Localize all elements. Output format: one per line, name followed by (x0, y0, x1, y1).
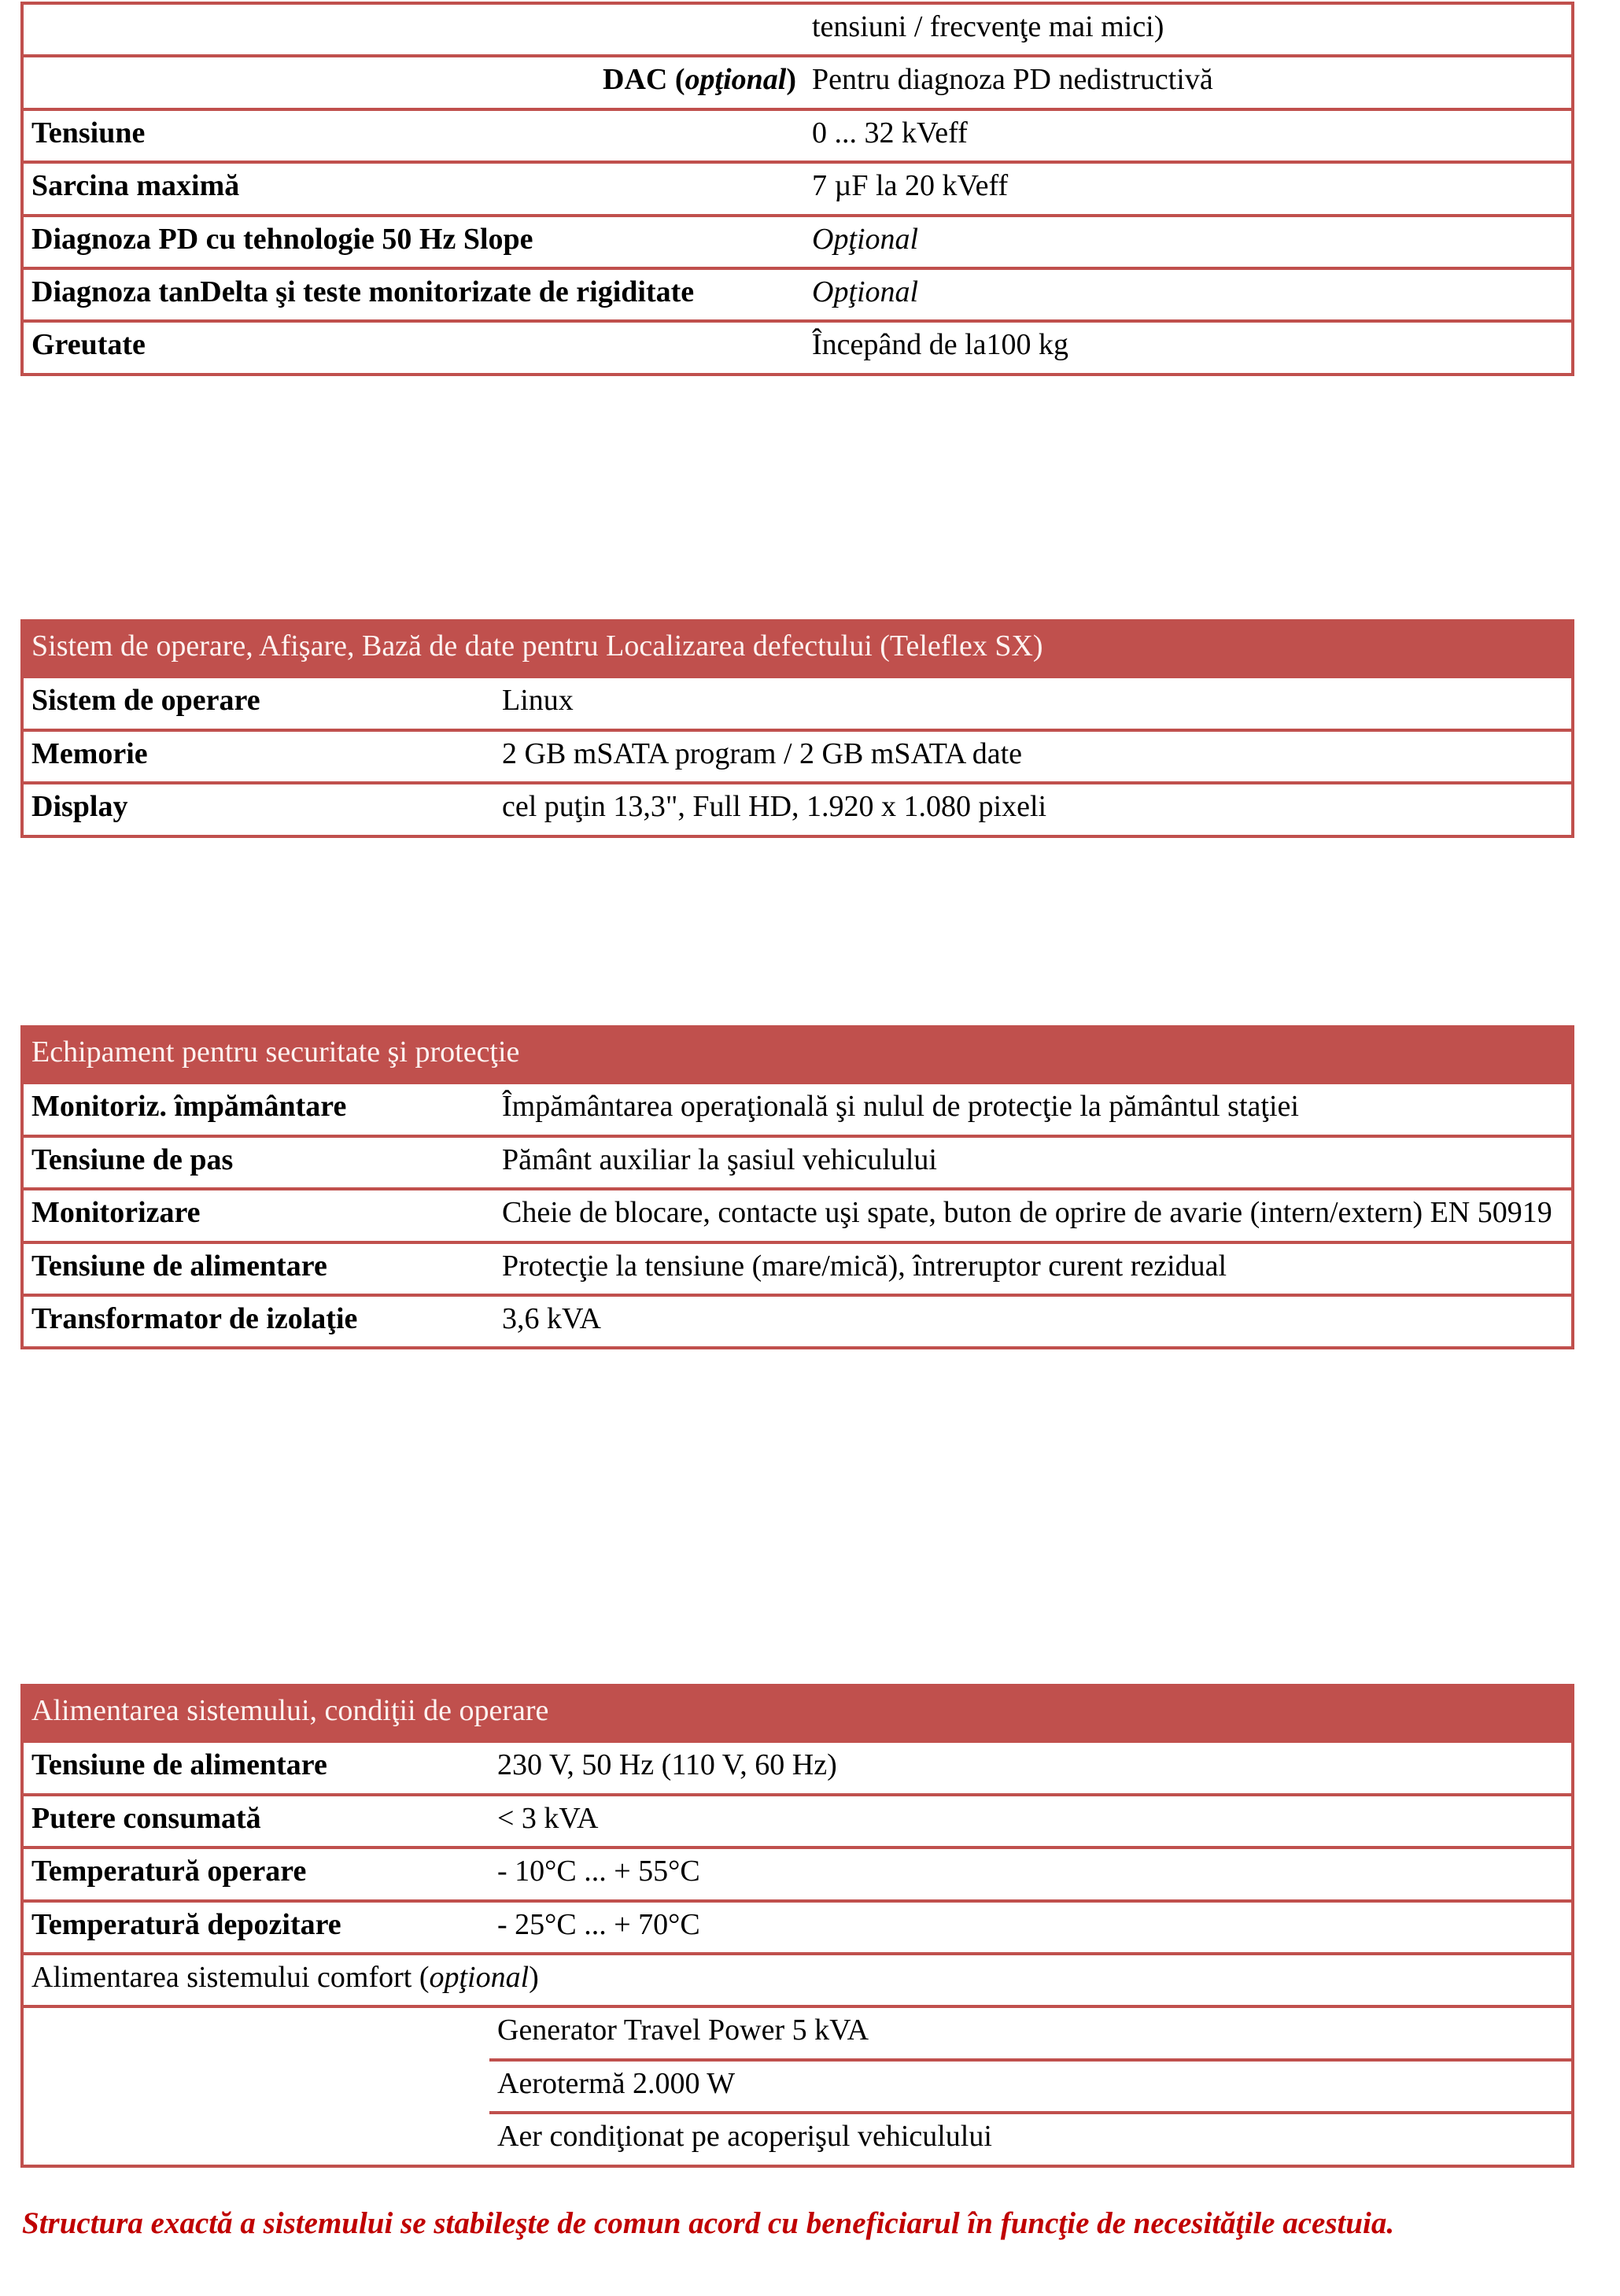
row-label (22, 3, 804, 56)
row-label: Display (22, 783, 494, 836)
row-value: tensiuni / frecvenţe mai mici) (804, 3, 1573, 56)
table-row (22, 268, 1573, 321)
table-row (22, 677, 1573, 729)
comfort-options-container (489, 2006, 1573, 2165)
row-label (22, 56, 804, 109)
row-label: Memorie (22, 730, 494, 783)
spec-table-power-operating (20, 1684, 1574, 2168)
row-label: Diagnoza PD cu tehnologie 50 Hz Slope (22, 216, 804, 268)
table-banner-row (22, 621, 1573, 677)
label-text: DAC ( (603, 63, 685, 97)
row-label: Diagnoza tanDelta şi teste monitorizate de rigiditate (22, 268, 804, 321)
row-label: Tensiune de alimentare (22, 1741, 489, 1794)
table-row-comfort (22, 1954, 1573, 2006)
row-value: 2 GB mSATA program / 2 GB mSATA date (494, 730, 1573, 783)
row-value: - 25°C ... + 70°C (489, 1901, 1573, 1954)
section-header: Sistem de operare, Afişare, Bază de date pentru Localizarea defectului (Teleflex SX) (22, 621, 1573, 677)
row-value: Împământarea operaţională şi nulul de protecţie la pământul staţiei (494, 1083, 1573, 1135)
row-value: 0 ... 32 kVeff (804, 109, 1573, 162)
table-row (22, 109, 1573, 162)
row-label: Putere consumată (22, 1795, 489, 1848)
row-label: Sistem de operare (22, 677, 494, 729)
table-row (22, 1136, 1573, 1189)
row-label: Temperatură operare (22, 1848, 489, 1900)
table-row (22, 1189, 1573, 1242)
table-row (22, 162, 1573, 215)
row-value: 3,6 kVA (494, 1295, 1573, 1348)
row-value: - 10°C ... + 55°C (489, 1848, 1573, 1900)
row-value: < 3 kVA (489, 1795, 1573, 1848)
footer-note: Structura exactă a sistemului se stabileşte de comun acord cu beneficiarul în funcţie de necesităţile acestuia. (22, 2206, 1395, 2240)
table-banner-row (22, 1685, 1573, 1741)
section-header: Echipament pentru securitate şi protecţie (22, 1027, 1573, 1083)
row-label: Monitorizare (22, 1189, 494, 1242)
list-item (489, 2060, 1571, 2113)
row-value: Începând de la100 kg (804, 321, 1573, 374)
table-row-comfort-options (22, 2006, 1573, 2165)
row-label: Tensiune de pas (22, 1136, 494, 1189)
spec-table-os-display-db (20, 619, 1574, 838)
table-row (22, 216, 1573, 268)
label-optional-italic: opţional (685, 63, 787, 97)
row-value: Pentru diagnoza PD nedistructivă (804, 56, 1573, 109)
row-label: Temperatură depozitare (22, 1901, 489, 1954)
comfort-optional-italic: opţional (429, 1960, 530, 1994)
comfort-options-spacer (22, 2006, 489, 2165)
table-row (22, 1741, 1573, 1794)
row-value: Linux (494, 677, 1573, 729)
table-row (22, 321, 1573, 374)
row-label: Transformator de izolaţie (22, 1295, 494, 1348)
comfort-suffix: ) (529, 1960, 539, 1994)
table-banner-row (22, 1027, 1573, 1083)
comfort-option-label: Aerotermă 2.000 W (489, 2060, 1571, 2113)
comfort-prefix: Alimentarea sistemului comfort ( (31, 1960, 430, 1994)
table-row (22, 1795, 1573, 1848)
row-label: Monitoriz. împământare (22, 1083, 494, 1135)
table-row (22, 1295, 1573, 1348)
row-label: Tensiune de alimentare (22, 1242, 494, 1295)
row-label: Greutate (22, 321, 804, 374)
row-label: Tensiune (22, 109, 804, 162)
row-value: Protecţie la tensiune (mare/mică), întreruptor curent rezidual (494, 1242, 1573, 1295)
list-item (489, 2008, 1571, 2059)
row-value: cel puţin 13,3", Full HD, 1.920 x 1.080 pixeli (494, 783, 1573, 836)
table-row (22, 1901, 1573, 1954)
list-item (489, 2113, 1571, 2164)
table-row (22, 783, 1573, 836)
row-label: Sarcina maximă (22, 162, 804, 215)
spec-table-hv-source (20, 2, 1574, 376)
table-row (22, 56, 1573, 109)
row-value: 230 V, 50 Hz (110 V, 60 Hz) (489, 1741, 1573, 1794)
section-header: Alimentarea sistemului, condiţii de operare (22, 1685, 1573, 1741)
table-row (22, 730, 1573, 783)
row-value: Opţional (804, 268, 1573, 321)
row-label-comfort (22, 1954, 1573, 2006)
row-value: Pământ auxiliar la şasiul vehiculului (494, 1136, 1573, 1189)
row-value: Cheie de blocare, contacte uşi spate, buton de oprire de avarie (intern/extern) EN 50919 (494, 1189, 1573, 1242)
comfort-option-label: Generator Travel Power 5 kVA (489, 2008, 1571, 2059)
comfort-option-label: Aer condiţionat pe acoperişul vehiculului (489, 2113, 1571, 2164)
row-value: Opţional (804, 216, 1573, 268)
table-row (22, 1083, 1573, 1135)
table-row (22, 1848, 1573, 1900)
table-row (22, 1242, 1573, 1295)
table-row (22, 3, 1573, 56)
spec-table-safety-protection (20, 1025, 1574, 1349)
comfort-options-table (489, 2008, 1571, 2164)
row-value: 7 µF la 20 kVeff (804, 162, 1573, 215)
label-tail: ) (786, 63, 796, 97)
